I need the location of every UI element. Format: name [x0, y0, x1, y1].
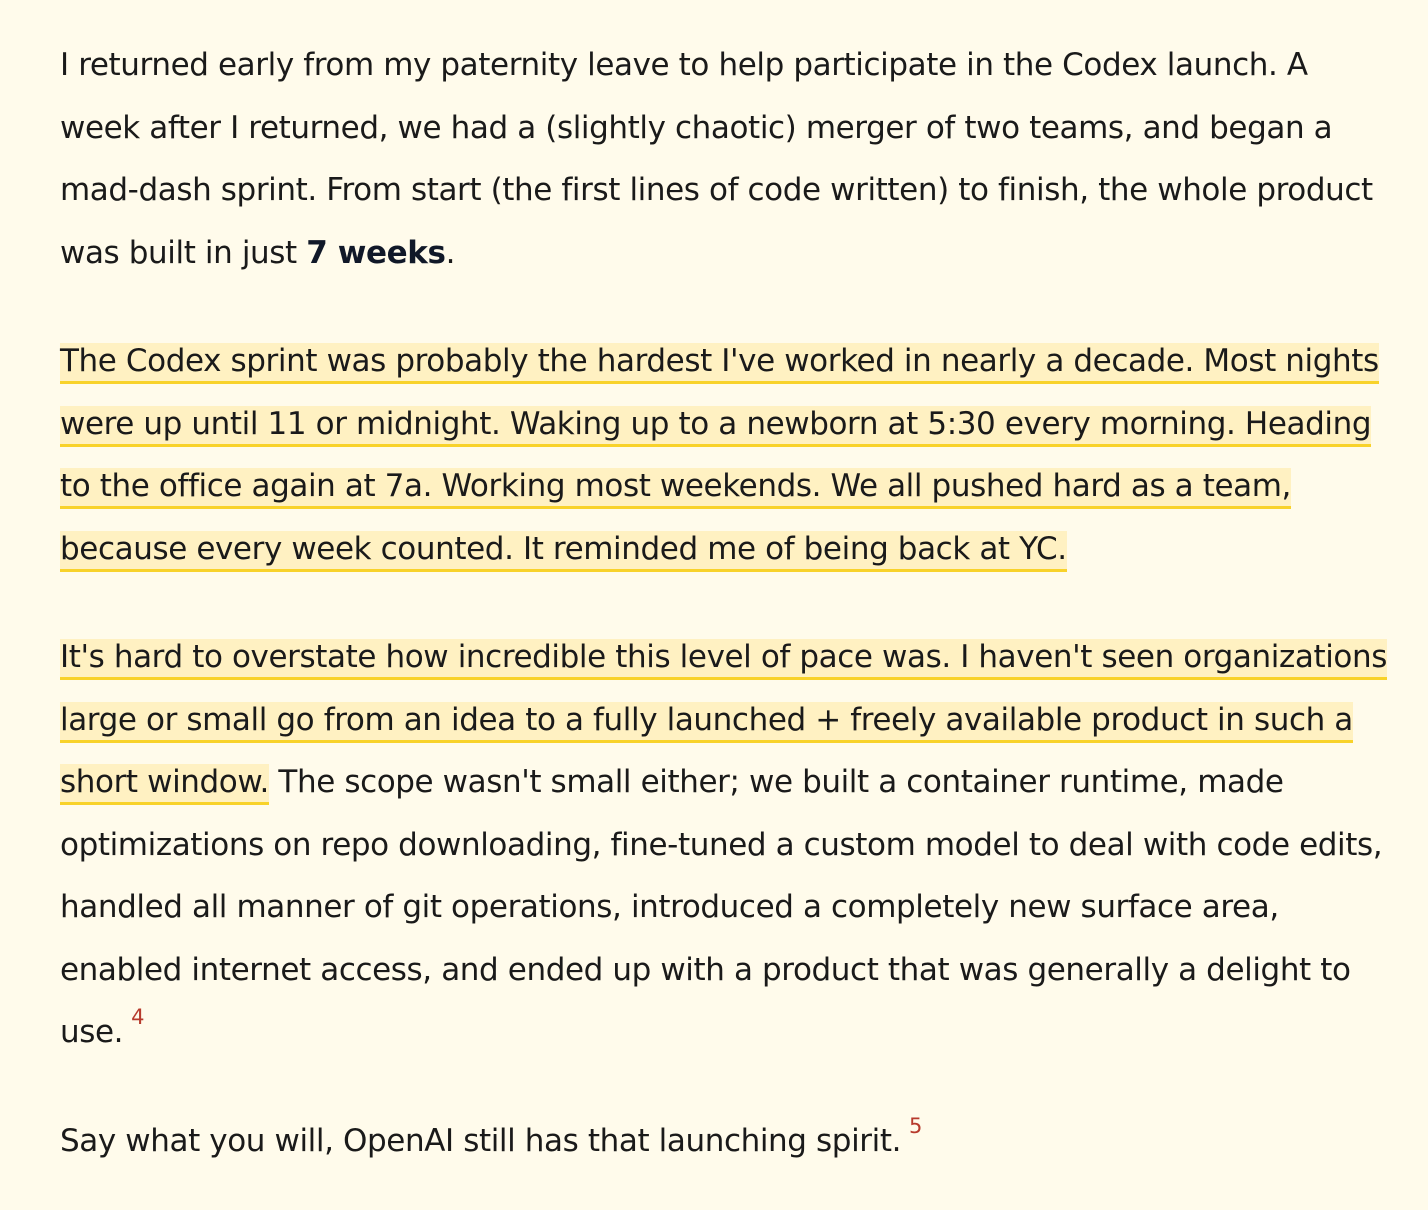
paragraph-text: The scope wasn't small either; we built a container runtime, made optimizations on repo downloading, fine-tuned a custom model to deal with code edits, handled all manner of git operations, introduced a completely new surface area, enabled internet access, and ended up with a product that was generally a delight to use. — [60, 764, 1383, 1050]
paragraph-launching-spirit — [60, 1110, 1390, 1173]
paragraph-launch-pace — [60, 626, 1390, 1064]
footnote-link-4[interactable]: 4 — [131, 1005, 145, 1029]
paragraph-codex-launch — [60, 34, 1390, 284]
paragraph-codex-sprint — [60, 330, 1390, 580]
sentence-end: . — [445, 234, 456, 271]
paragraph-text: I returned early from my paternity leave to help participate in the Codex launch. A week after I returned, we had a (slightly chaotic) merger of two teams, and began a mad-dash sprint. From start (the first lines of code written) to finish, the whole product was built in just — [60, 47, 1373, 271]
article-content — [60, 34, 1390, 1172]
footnote-link-5[interactable]: 5 — [909, 1113, 923, 1138]
highlighted-text: It's hard to overstate how incredible this level of pace was. I haven't seen organizations large or small go from an idea to a fully launched + freely available product in such a short window. — [60, 639, 1387, 805]
highlighted-text: The Codex sprint was probably the hardest I've worked in nearly a decade. Most nights were up until 11 or midnight. Waking up to a newborn at 5:30 every morning. Heading to the office again at 7a. Working most weekends. We all pushed hard as a team, because every week counted. It reminded me of being back at YC. — [60, 343, 1379, 572]
seven-weeks-emphasis: 7 weeks — [306, 234, 446, 271]
paragraph-text: Say what you will, OpenAI still has that launching spirit. — [60, 1122, 902, 1159]
